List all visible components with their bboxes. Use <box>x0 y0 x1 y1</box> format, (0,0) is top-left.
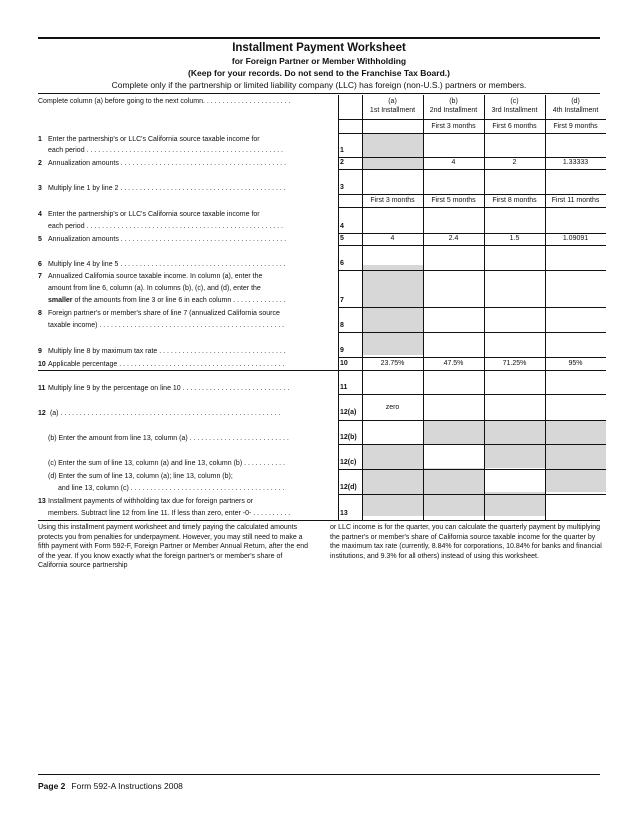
line12b-rule <box>338 444 606 445</box>
note-left: Using this installment payment worksheet and timely paying the calculated amounts protects you from penalties for underpayment. However, you may still need to make a fifth payment with Form 592-F, Foreign Partner or Member Annual Return, after the end of the year. If you know exactly what the foreign partner's or member's share of California source partnership <box>38 524 309 569</box>
line5-b: 2.4 <box>448 235 459 242</box>
shade-l12b-a <box>362 444 423 468</box>
col-b-header: (b) 2nd Installment <box>429 98 478 114</box>
line2-number: 2 <box>340 159 344 166</box>
line10-label: 10 Applicable percentage . . . . . . . . . . . . . . . . . . . . . . . . . . . . . . . . . . . . . . . . . . . <box>38 361 285 368</box>
line2-c: 2 <box>512 159 517 166</box>
line5-number: 5 <box>340 235 344 242</box>
line2-rule <box>338 169 606 170</box>
line12c-number: 12(c) <box>340 459 357 466</box>
line12d-rule <box>338 494 606 495</box>
line5-label: 5 Annualization amounts . . . . . . . . . . . . . . . . . . . . . . . . . . . . . . . . . . . . . . . . . . . <box>38 236 287 243</box>
line1-label-a: 1 Enter the partnership's or LLC's California source taxable income for <box>38 136 260 143</box>
line10-b: 47.5% <box>443 360 464 367</box>
line8-rule <box>338 332 606 333</box>
line12b-label: (b) Enter the amount from line 13, column (a) . . . . . . . . . . . . . . . . . . . . . . . . . . <box>48 435 289 442</box>
period2-c: First 8 months <box>492 197 537 204</box>
line12a-label: 12 (a) . . . . . . . . . . . . . . . . . . . . . . . . . . . . . . . . . . . . . . . . . . . . . . . . . . . . . . . . . <box>38 410 281 417</box>
shade-l7a <box>362 265 423 355</box>
col-d-header: (d) 4th Installment <box>552 98 599 114</box>
periods1-rule <box>338 133 606 134</box>
line12c-label: (c) Enter the sum of line 13, column (a) and line 13, column (b) . . . . . . . . . . . <box>48 460 285 467</box>
period1-b: First 3 months <box>431 123 476 130</box>
line2-label: 2 Annualization amounts . . . . . . . . . . . . . . . . . . . . . . . . . . . . . . . . . . . . . . . . . . . <box>38 160 287 167</box>
line10-d: 95% <box>568 360 583 367</box>
period2-a: First 3 months <box>370 197 415 204</box>
period1-c: First 6 months <box>492 123 537 130</box>
worksheet-subtitle: for Foreign Partner or Member Withholding <box>231 56 407 66</box>
shade-l1a <box>362 133 423 157</box>
table-intro: Complete column (a) before going to the next column. . . . . . . . . . . . . . . . . . . . . . . <box>38 98 291 105</box>
line3-rule <box>338 194 606 195</box>
shade-l12c-d <box>545 468 606 492</box>
line12a-number: 12(a) <box>340 409 357 416</box>
line4-label-a: 4 Enter the partnership's or LLC's California source taxable income for <box>38 211 260 218</box>
line11-label: 11 Multiply line 9 by the percentage on line 10 . . . . . . . . . . . . . . . . . . . . . . . . . . . . <box>38 385 290 392</box>
footer-rule <box>38 774 600 775</box>
line9-rule <box>338 357 606 358</box>
line4-label-b: each period . . . . . . . . . . . . . . . . . . . . . . . . . . . . . . . . . . . . . . . . . . . . . . . . . . . <box>48 223 283 230</box>
line12d-label-b: and line 13, column (c) . . . . . . . . . . . . . . . . . . . . . . . . . . . . . . . . . . . . . . . . <box>58 485 285 492</box>
note-right: or LLC income is for the quarter, you can calculate the quarterly payment by multiplying the partner's or member's share of California source taxable income for the quarter by the maximum tax rate (currently, 8.84% for corporations, 10.84% for banks and financial institutions, and 9.3% for all others) instead of using this worksheet. <box>330 524 602 560</box>
line2-b: 4 <box>451 159 456 166</box>
line8-number: 8 <box>340 322 344 329</box>
header-bottom-rule <box>338 119 606 120</box>
line5-rule <box>338 245 606 246</box>
line1-rule <box>338 157 606 158</box>
line7-number: 7 <box>340 297 344 304</box>
line5-c: 1.5 <box>509 235 520 242</box>
vline-num-left <box>338 95 339 521</box>
line2-d: 1.33333 <box>562 159 589 166</box>
line6-rule <box>338 270 606 271</box>
col-c-header: (c) 3rd Installment <box>491 98 538 114</box>
line13-label-a: 13 Installment payments of withholding tax due for foreign partners or <box>38 498 254 505</box>
line4-rule <box>338 233 606 234</box>
header-rule <box>38 93 600 94</box>
period2-b: First 5 months <box>431 197 476 204</box>
periods2-rule <box>338 207 606 208</box>
line1-label-b: each period . . . . . . . . . . . . . . . . . . . . . . . . . . . . . . . . . . . . . . . . . . . . . . . . . . . <box>48 147 283 154</box>
line7-label-a: 7 Annualized California source taxable income. In column (a), enter the <box>38 273 263 280</box>
line4-number: 4 <box>340 223 344 230</box>
line10-number: 10 <box>340 360 348 367</box>
line5-a: 4 <box>390 235 395 242</box>
line12d-label-a: (d) Enter the sum of line 13, column (a); line 13, column (b); <box>48 473 233 480</box>
worksheet-instruction: Complete only if the partnership or limited liability company (LLC) has foreign (non-U.S.) partners or members. <box>111 80 527 90</box>
line7-label-b: amount from line 6, column (a). In columns (b), (c), and (d), enter the <box>48 285 261 292</box>
line1-number: 1 <box>340 147 344 154</box>
col-a-header: (a) 1st Installment <box>369 98 416 114</box>
line12b-number: 12(b) <box>340 434 357 441</box>
footer <box>38 781 183 791</box>
line12a-rule <box>338 420 606 421</box>
period1-d: First 9 months <box>553 123 598 130</box>
vline-col-a <box>362 95 363 521</box>
table-bottom-rule <box>38 520 600 521</box>
page-number: Page 2 <box>38 781 66 791</box>
line9-number: 9 <box>340 347 344 354</box>
line11-rule <box>338 394 606 395</box>
line7-label-c: smaller of the amounts from line 3 or line 6 in each column . . . . . . . . . . . . . . <box>48 297 286 304</box>
line5-d: 1.09091 <box>562 235 589 242</box>
worksheet-note: (Keep for your records. Do not send to the Franchise Tax Board.) <box>188 68 450 78</box>
period2-d: First 11 months <box>551 197 600 204</box>
shade-l12d-abc <box>362 492 545 516</box>
line11-number: 11 <box>340 384 348 391</box>
line6-number: 6 <box>340 260 344 267</box>
worksheet-title: Installment Payment Worksheet <box>232 42 406 54</box>
form-name: Form 592-A Instructions 2008 <box>71 781 183 791</box>
line13-label-b: members. Subtract line 12 from line 11. If less than zero, enter -0- . . . . . . . . . . <box>48 510 291 517</box>
shade-l12a <box>423 420 606 444</box>
line10-c: 71.25% <box>502 360 527 367</box>
line3-number: 3 <box>340 184 344 191</box>
line12d-number: 12(d) <box>340 484 357 491</box>
line7-rule <box>338 307 606 308</box>
line8-label-b: taxable income) . . . . . . . . . . . . . . . . . . . . . . . . . . . . . . . . . . . . . . . . . . . . . . . . <box>48 322 285 329</box>
line8-label-a: 8 Foreign partner's or member's share of line 7 (annualized California source <box>38 310 280 317</box>
line9-label: 9 Multiply line 8 by maximum tax rate . . . . . . . . . . . . . . . . . . . . . . . . . . . . . . . . . <box>38 348 286 355</box>
shade-l2a <box>362 157 423 169</box>
line12a-a: zero <box>385 404 400 411</box>
line10-rule <box>38 370 606 371</box>
top-rule <box>38 37 600 39</box>
line12c-rule <box>338 469 606 470</box>
line3-label: 3 Multiply line 1 by line 2 . . . . . . . . . . . . . . . . . . . . . . . . . . . . . . . . . . . . . . . . . . . <box>38 185 286 192</box>
line10-a: 23.75% <box>380 360 405 367</box>
line13-number: 13 <box>340 510 348 517</box>
line6-label: 6 Multiply line 4 by line 5 . . . . . . . . . . . . . . . . . . . . . . . . . . . . . . . . . . . . . . . . . . . <box>38 261 286 268</box>
